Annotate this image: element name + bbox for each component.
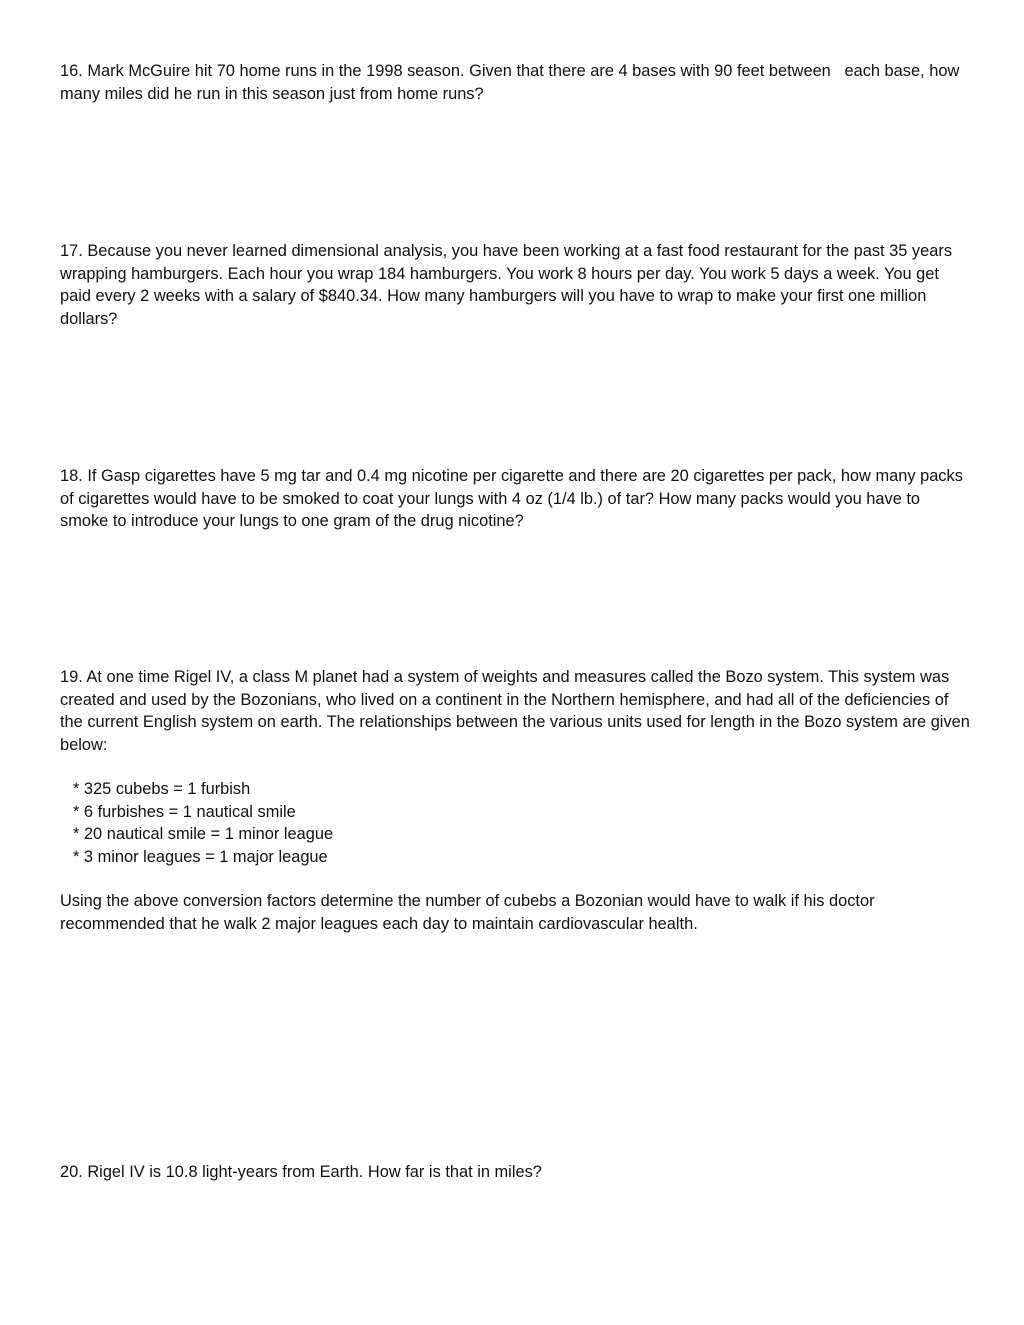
question-17-text: 17. Because you never learned dimensional analysis, you have been working at a fast food restaurant for the past 35 years wrapping hamburgers. Each hour you wrap 184 hamburgers. You work 8 hours per day. You work 5 days a week. You get paid every 2 weeks with a salary of $840.34. How many hamburgers will you have to wrap to make your first one million dollars? [60, 242, 953, 328]
question-19 [60, 666, 970, 935]
question-19-intro: 19. At one time Rigel IV, a class M planet had a system of weights and measures called the Bozo system. This system was created and used by the Bozonians, who lived on a continent in the Northern hemisphere, and had all of the deficiencies of the current English system on earth. The relationships between the various units used for length in the Bozo system are given below: [60, 668, 970, 754]
question-18-text: 18. If Gasp cigarettes have 5 mg tar and 0.4 mg nicotine per cigarette and there are 20 cigarettes per pack, how many packs of cigarettes would have to be smoked to coat your lungs with 4 oz (1/4 lb.) of tar? How many packs would you have to smoke to introduce your lungs to one gram of the drug nicotine? [60, 467, 963, 530]
question-16-text: 16. Mark McGuire hit 70 home runs in the 1998 season. Given that there are 4 bases with 90 feet between each base, how many miles did he run in this season just from home runs? [60, 62, 964, 103]
question-19-prompt: Using the above conversion factors determine the number of cubebs a Bozonian would have to walk if his doctor recommended that he walk 2 major leagues each day to maintain cardiovascular health. [60, 892, 875, 933]
conversion-list [73, 778, 970, 868]
question-17 [60, 240, 970, 330]
question-18 [60, 465, 970, 533]
conversion-item: * 6 furbishes = 1 nautical smile [73, 802, 296, 821]
conversion-item: * 325 cubebs = 1 furbish [73, 780, 251, 798]
question-20-text: 20. Rigel IV is 10.8 light-years from Earth. How far is that in miles? [60, 1163, 542, 1181]
question-16 [60, 60, 970, 105]
conversion-item: * 20 nautical smile = 1 minor league [73, 825, 334, 843]
question-20 [60, 1161, 970, 1184]
conversion-item: * 3 minor leagues = 1 major league [73, 847, 328, 866]
